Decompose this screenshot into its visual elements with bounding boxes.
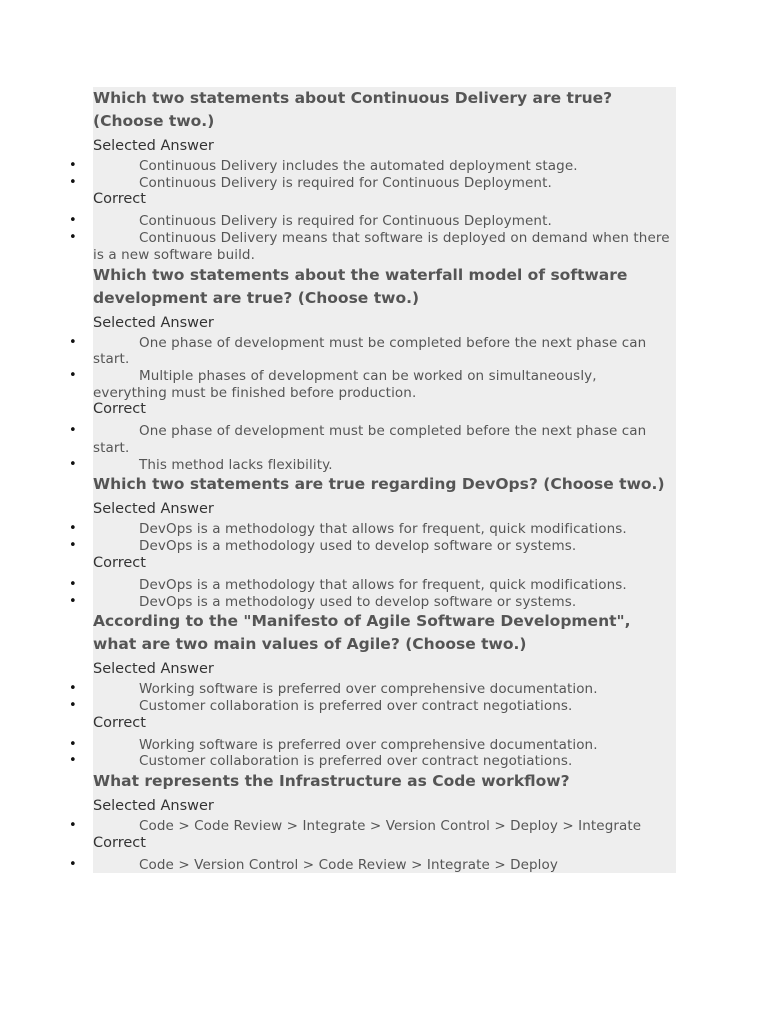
selected-answer-label: Selected Answer [93,661,214,678]
list-item: • Continuous Delivery means that software is deployed on demand when there is a new software build. [69,230,670,263]
selected-answer-list [69,334,676,402]
selected-answer-list [69,681,676,714]
selected-answer-list [69,818,676,835]
bullet-icon: • [69,213,77,229]
list-item: • One phase of development must be completed before the next phase can start. [69,423,647,457]
list-item: • Working software is preferred over comprehensive documentation. [69,736,598,753]
correct-answer-label: Correct [93,554,146,571]
list-item: • Customer collaboration is preferred over contract negotiations. [69,697,573,714]
list-item: • Code > Code Review > Integrate > Version Control > Deploy > Integrate [69,818,642,835]
list-item: • Customer collaboration is preferred over contract negotiations. [69,753,573,770]
selected-answer-list [69,521,676,555]
list-item: • Multiple phases of development can be worked on simultaneously, everything must be finished before production. [69,367,597,401]
bullet-icon: • [69,818,77,834]
question-block [69,264,676,474]
correct-answer-list [69,423,676,473]
bullet-icon: • [69,334,77,350]
correct-answer-label: Correct [93,714,146,731]
bullet-icon: • [69,697,77,713]
question-text: Which two statements about Continuous Delivery are true? (Choose two.) [93,89,613,130]
correct-answer-list [69,736,676,770]
selected-answer-label: Selected Answer [93,314,214,331]
list-item: • DevOps is a methodology that allows for frequent, quick modifications. [69,521,627,538]
bullet-icon: • [69,736,77,752]
bullet-icon: • [69,538,77,554]
bullet-icon: • [69,158,77,173]
list-item: • Working software is preferred over comprehensive documentation. [69,681,598,698]
question-text: According to the "Manifesto of Agile Software Development", what are two main values of Agile? (Choose two.) [93,612,631,654]
bullet-icon: • [69,576,77,592]
bullet-icon: • [69,593,77,609]
correct-answer-label: Correct [93,834,146,851]
question-block [69,610,676,770]
list-item: • Continuous Delivery is required for Continuous Deployment. [69,174,552,191]
selected-answer-label: Selected Answer [93,138,214,154]
list-item: • DevOps is a methodology used to develop software or systems. [69,538,577,555]
correct-answer-list [69,213,676,263]
bullet-icon: • [69,230,77,246]
bullet-icon: • [69,174,77,190]
list-item: • DevOps is a methodology that allows for frequent, quick modifications. [69,576,627,593]
bullet-icon: • [69,456,77,472]
bullet-icon: • [69,681,77,697]
list-item: • This method lacks flexibility. [69,456,333,473]
correct-answer-list [69,576,676,610]
correct-answer-list [69,856,676,874]
question-text: Which two statements about the waterfall model of software development are true? (Choose two.) [93,265,628,307]
selected-answer-label: Selected Answer [93,798,214,815]
list-item: • One phase of development must be completed before the next phase can start. [69,334,647,368]
question-text: What represents the Infrastructure as Code workflow? [93,772,570,791]
quiz-content [69,87,676,873]
list-item: • Continuous Delivery is required for Continuous Deployment. [69,213,552,230]
question-block [69,473,676,610]
correct-answer-label: Correct [93,401,146,418]
bullet-icon: • [69,521,77,537]
bullet-icon: • [69,856,77,872]
selected-answer-list [69,158,676,191]
list-item: • Continuous Delivery includes the automated deployment stage. [69,158,578,174]
bullet-icon: • [69,367,77,383]
list-item: • Code > Version Control > Code Review > Integrate > Deploy [69,856,558,873]
question-block [69,770,676,873]
question-block [69,87,676,264]
list-item: • DevOps is a methodology used to develop software or systems. [69,593,577,610]
correct-answer-label: Correct [93,191,146,208]
bullet-icon: • [69,753,77,769]
selected-answer-label: Selected Answer [93,501,214,518]
question-text: Which two statements are true regarding DevOps? (Choose two.) [93,475,665,494]
bullet-icon: • [69,423,77,439]
